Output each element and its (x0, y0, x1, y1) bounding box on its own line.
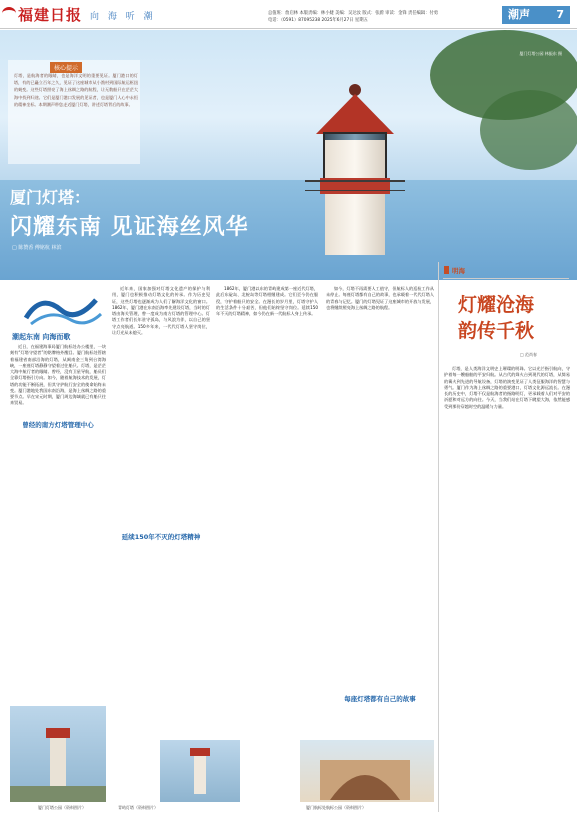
essay-title: 灯耀沧海韵传千秋 (458, 294, 535, 342)
paragraph: 1862年，厦门港以东的青屿建成第一座近代灯塔，此后东碇岛、北椗岛等灯塔相继建成。它们至今仍在服役，守护着船只的安全。在漫长的岁月里，灯塔守护人的生活条件十分艰苦，但他们始终坚守岗位。延续150年不灭的灯塔精神，如今仍在新一代航标人身上传承。 (216, 286, 318, 316)
bottom-photo-3 (300, 740, 434, 802)
page-badge (502, 6, 570, 24)
article-title-line1: 厦门灯塔： (10, 188, 91, 207)
logo-swoosh-icon (2, 7, 16, 20)
column-logo-caption: 潮起东南 向海而歌 (12, 333, 71, 341)
article-column-1 (10, 344, 106, 744)
bottom-photo-2 (160, 740, 240, 802)
page-number: 7 (556, 8, 564, 21)
badge-label: 潮声 (508, 8, 530, 21)
article-byline: □ 陈赞香 傅铭杭 林滨 (12, 245, 62, 251)
staff-line: 总值班：詹启林 本版责编：林小婕 美编：吴达汝 版式：张蔚 审读：金锋 责任编辑：付勇 (268, 11, 439, 16)
article-title-line2: 闪耀东南 见证海丝风华 (10, 214, 249, 240)
article-column-4 (326, 286, 434, 686)
zone-title: 明海 (452, 267, 465, 275)
lighthouse-photo-icon (160, 740, 240, 802)
bottom-photo-1-caption: 厦门灯塔公园（资料图片） (38, 805, 86, 810)
core-tips-body: 灯塔，是航海者的眼睛，也是海洋文明的重要见证。厦门港口的灯塔，有的已矗立百年之久，见证了这座城市从小渔村到国际航运枢纽的蜕变。这些灯塔照亮了海上丝绸之路的航程，让无数船只在茫茫大海中找到归途。它们是厦门港口发展的见证者，也是厦门人心中永恒的精神坐标。本期潮声带您走近厦门灯塔，讲述灯塔背后的故事。 (14, 73, 138, 107)
hero-photo-caption: 厦门灯塔公园 林振东 摄 (519, 51, 562, 56)
article-column-3 (216, 286, 318, 726)
bottom-photo-2-caption: 青屿灯塔（资料图片） (118, 805, 158, 810)
lighthouse-railing (305, 180, 405, 191)
subhead-3: 每座灯塔都有自己的故事 (344, 695, 416, 703)
essay-byline: □ 范尚春 (520, 352, 538, 357)
zone-divider (443, 278, 569, 279)
column-divider (438, 262, 439, 812)
subhead-1: 曾经的南方灯塔管理中心 (22, 421, 94, 429)
wave-logo-icon (16, 288, 106, 330)
tree-foliage (480, 90, 577, 170)
subhead-2: 延续150年不灭的灯塔精神 (121, 533, 201, 541)
date-line: 电话：（0591）87095238 2025年6月27日 星期五 (268, 18, 368, 23)
paragraph: 近年来，国家加强对灯塔文化遗产的保护与利用，厦门也积极推动灯塔文化的传承。作为历史见证，这些灯塔也逐渐成为人们了解海洋文化的窗口。1862年，厦门港在东南沿海率先建设灯塔，当时的灯塔由海关管理，曾一度成为南方灯塔的管理中心。灯塔工作者们长年驻守孤岛，与风浪为伴，以自己的坚守点亮航道。150多年来，一代代灯塔人坚守岗位，让灯光从未熄灭。 (112, 286, 210, 335)
article-column-2 (112, 286, 210, 726)
building-photo-icon (300, 740, 434, 802)
lighthouse-photo-icon (10, 706, 106, 802)
essay-body (444, 366, 570, 806)
paragraph: 灯塔，是人类海洋文明史上璀璨的明珠。它以光芒指引航向，守护着每一艘船舶的平安归航。从古代的烽火台到现代的灯塔，从简易的篝火到先进的导航设备，灯塔的演变见证了人类征服海洋的智慧与勇气。厦门作为海上丝绸之路的重要港口，灯塔文化源远流长。在漫长的历史中，灯塔不仅是航海者的指路明灯，更承载着人们对平安的祈愿和对远方的向往。今天，当我们站在灯塔下眺望大海，依然能感受到那份穿越时空的温暖与力量。 (444, 366, 570, 409)
lighthouse-roof (316, 94, 394, 134)
paragraph: 近日，在福建海事局厦门航标处办公楼里，一块刻有“灯塔守望者”的铭牌格外醒目。厦门航标处管辖着福建省南部沿海的灯塔，从闽南金三角到台湾海峡，一座座灯塔静静守望着过往船只。灯塔，是茫茫大海中航行者的眼睛。曾经，没有卫星导航，船员们全靠灯塔指引方向。如今，随着航海技术的发展，灯塔的功能不断拓展，但其守护航行安全的使命始终未变。厦门港地处我国东南沿海，是海上丝绸之路的重要节点。早在宋元时期，厦门周边海域就已有船只往来贸易。 (10, 344, 106, 406)
bottom-photo-3-caption: 厦门航标处航标公园（资料图片） (306, 805, 366, 810)
core-tips-title: 核心提示 (50, 62, 82, 73)
lighthouse-tower (325, 140, 385, 255)
newspaper-logo: 福建日报 (18, 6, 83, 24)
column-logo (16, 288, 106, 330)
paragraph: 如今，灯塔不再需要人工值守，但航标人的巡检工作从未停止。每座灯塔都有自己的故事，也承载着一代代灯塔人的青春与记忆。厦门的灯塔见证了这座城市的开放与发展，也将继续照亮海上丝绸之路的航程。 (326, 286, 434, 310)
zone-marker (444, 266, 449, 274)
section-title: 向 海 听 潮 (90, 12, 156, 22)
bottom-photo-1 (10, 706, 106, 802)
